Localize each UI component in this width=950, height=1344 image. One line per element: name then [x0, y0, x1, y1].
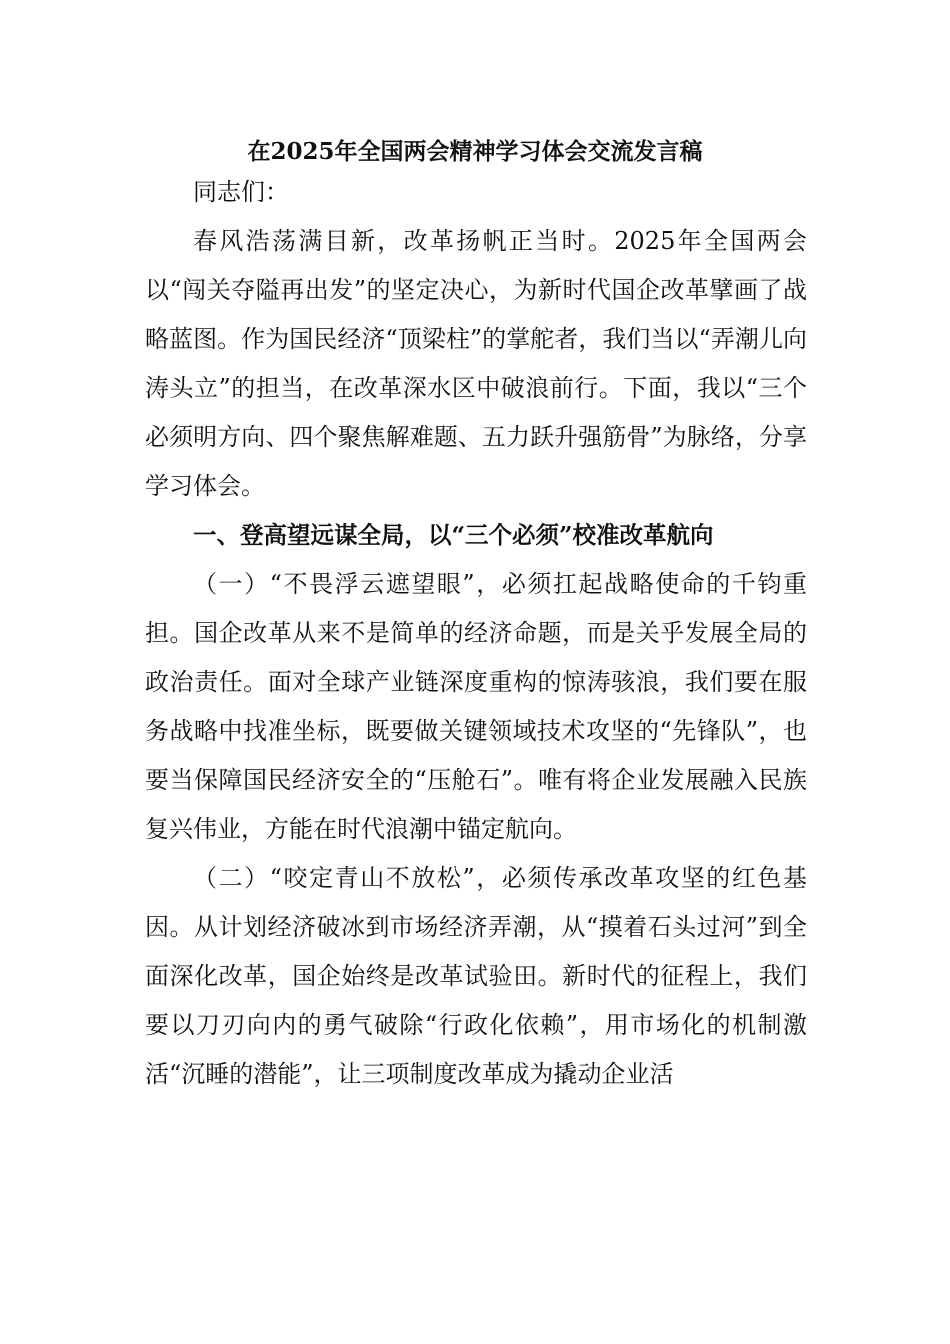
section-1-item-2: （二）“咬定青山不放松”，必须传承改革攻坚的红色基因。从计划经济破冰到市场经济弄潮，从“摸着石头过河”到全面深化改革，国企始终是改革试验田。新时代的征程上，我们要以刀刃向内的勇气破除“行政化依赖”，用市场化的机制激活“沉睡的潜能”，让三项制度改革成为撬动企业活: [145, 864, 807, 1088]
section-1-item-1: （一）“不畏浮云遮望眼”，必须扛起战略使命的千钧重担。国企改革从来不是简单的经济命题，而是关乎发展全局的政治责任。面对全球产业链深度重构的惊涛骇浪，我们要在服务战略中找准坐标，既要做关键领域技术攻坚的“先锋队”，也要当保障国民经济安全的“压舱石”。唯有将企业发展融入民族复兴伟业，方能在时代浪潮中锚定航向。: [145, 570, 807, 843]
section-heading-1: 一、登高望远谋全局，以“三个必须”校准改革航向: [193, 521, 714, 549]
salutation: 同志们：: [193, 178, 289, 206]
intro-paragraph: 春风浩荡满目新，改革扬帆正当时。2025年全国两会以“闯关夺隘再出发”的坚定决心，为新时代国企改革擘画了战略蓝图。作为国民经济“顶梁柱”的掌舵者，我们当以“弄潮儿向涛头立”的担当，在改革深水区中破浪前行。下面，我以“三个必须明方向、四个聚焦解难题、五力跃升强筋骨”为脉络，分享学习体会。: [145, 227, 807, 500]
document-body: [145, 168, 807, 1099]
document-title: 在2025年全国两会精神学习体会交流发言稿: [247, 138, 703, 165]
